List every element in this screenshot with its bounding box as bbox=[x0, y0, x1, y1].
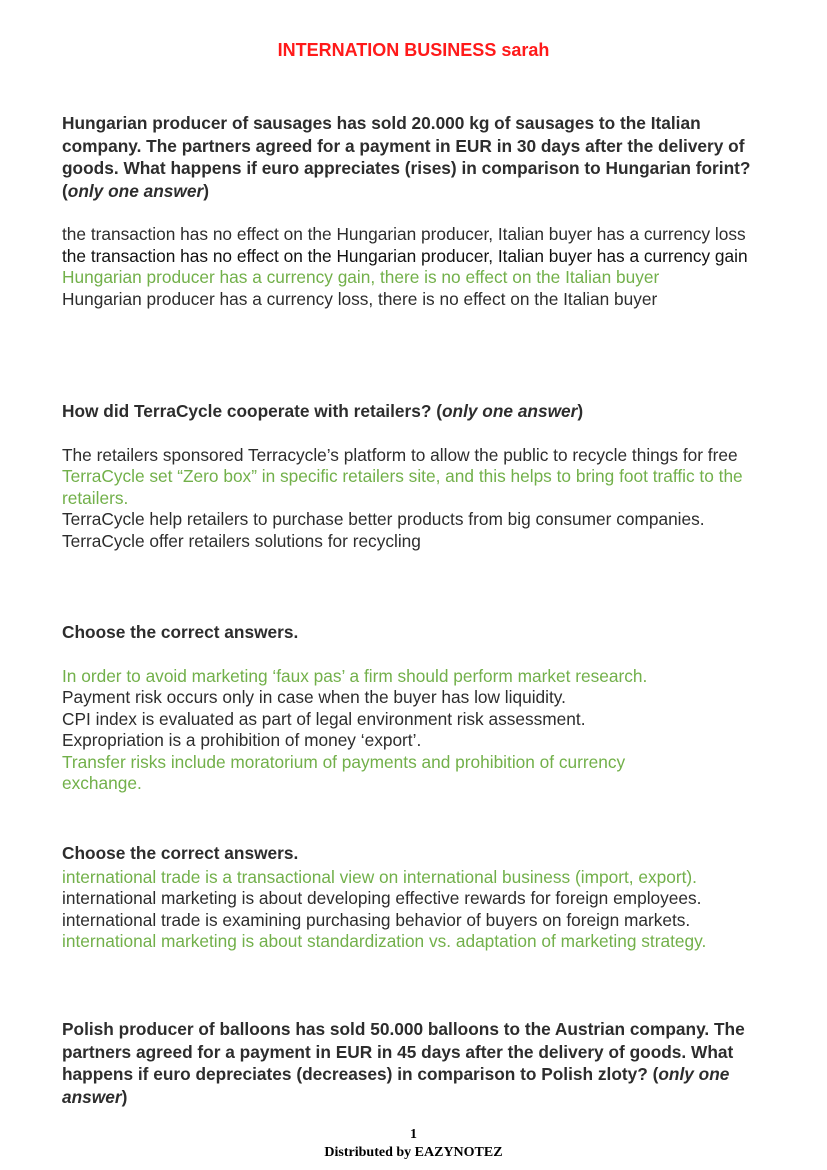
answer-option: the transaction has no effect on the Hungarian producer, Italian buyer has a currency loss bbox=[62, 224, 746, 244]
question-text: Choose the correct answers. bbox=[62, 622, 299, 642]
answer-option: Hungarian producer has a currency loss, there is no effect on the Italian buyer bbox=[62, 288, 658, 309]
question-text: Choose the correct answers. bbox=[62, 843, 299, 863]
answer-option-correct: In order to avoid marketing ‘faux pas’ a firm should perform market research. bbox=[62, 665, 648, 686]
answer-list bbox=[62, 445, 772, 553]
answer-option: CPI index is evaluated as part of legal environment risk assessment. bbox=[62, 708, 586, 729]
question-1 bbox=[62, 112, 772, 310]
answer-option-correct: Hungarian producer has a currency gain, there is no effect on the Italian buyer bbox=[62, 267, 660, 287]
answer-option: Expropriation is a prohibition of money ‘export’. bbox=[62, 730, 422, 750]
question-2 bbox=[62, 400, 772, 552]
answer-option-correct: Transfer risks include moratorium of payments and prohibition of currency exchange. bbox=[62, 751, 626, 793]
question-4 bbox=[62, 842, 772, 953]
question-3 bbox=[62, 621, 772, 795]
answer-option: TerraCycle help retailers to purchase better products from big consumer companies. bbox=[62, 509, 705, 529]
question-text: How did TerraCycle cooperate with retailers? (only one answer) bbox=[62, 401, 584, 421]
question-5 bbox=[62, 1018, 772, 1108]
page-number: 1 bbox=[410, 1127, 417, 1142]
answer-list bbox=[62, 867, 772, 953]
question-text: Polish producer of balloons has sold 50.000 balloons to the Austrian company. The partners agreed for a payment in EUR in 45 days after the delivery of goods. What happens if euro depreciates (decreases) in comparison to Polish zloty? (only one answer) bbox=[62, 1019, 745, 1107]
page-title: INTERNATION BUSINESS sarah bbox=[277, 40, 550, 60]
answer-option-correct: international trade is a transactional view on international business (import, export). bbox=[62, 866, 697, 887]
answer-option: international marketing is about developing effective rewards for foreign employees. bbox=[62, 888, 702, 908]
answer-option: international trade is examining purchasing behavior of buyers on foreign markets. bbox=[62, 909, 691, 930]
answer-option: The retailers sponsored Terracycle’s platform to allow the public to recycle things for free bbox=[62, 444, 738, 465]
answer-option-correct: TerraCycle set “Zero box” in specific retailers site, and this helps to bring foot traffic to the retailers. bbox=[62, 466, 743, 508]
answer-option-correct: international marketing is about standardization vs. adaptation of marketing strategy. bbox=[62, 931, 707, 951]
distributor-credit: Distributed by EAZYNOTEZ bbox=[324, 1145, 503, 1160]
answer-list bbox=[62, 224, 772, 310]
answer-list bbox=[62, 666, 772, 795]
answer-option: Payment risk occurs only in case when the buyer has low liquidity. bbox=[62, 687, 566, 707]
question-text: Hungarian producer of sausages has sold 20.000 kg of sausages to the Italian company. The partners agreed for a payment in EUR in 30 days after the delivery of goods. What happens if euro appreciates (rises) in comparison to Hungarian forint? (only one answer) bbox=[62, 113, 751, 201]
answer-option: TerraCycle offer retailers solutions for recycling bbox=[62, 530, 421, 551]
answer-option: the transaction has no effect on the Hungarian producer, Italian buyer has a currency gain bbox=[62, 245, 748, 266]
